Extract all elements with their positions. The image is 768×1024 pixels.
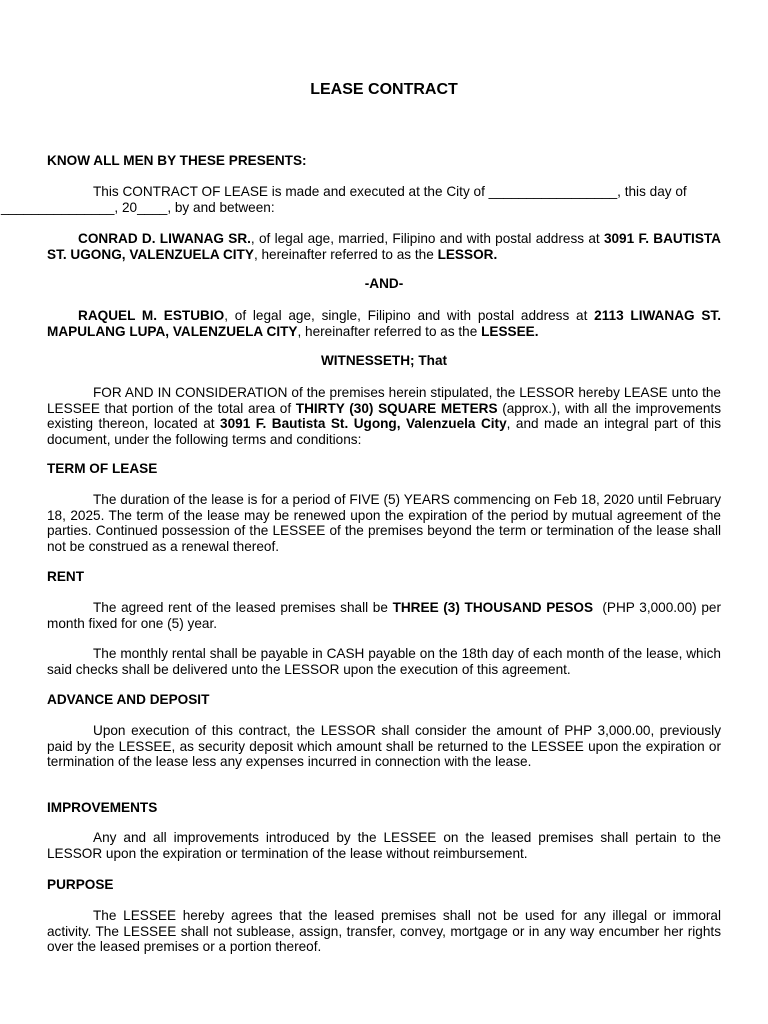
rent-text-2: (PHP 3,000.00) per month fixed for one (5) year.: [47, 600, 725, 631]
term-body: The duration of the lease is for a period of FIVE (5) YEARS commencing on Feb 18, 2020 until February 18, 2025. The term of the lease may be renewed upon the expiration of the period by mutual agreement of the parties. Continued possession of the LESSEE of the premises beyond the term or termination of the lease shall not be construed as a renewal thereof.: [47, 492, 721, 554]
witnesseth-heading: WITNESSETH; That: [320, 353, 448, 368]
consideration-text-2: (approx.), with all the improvements existing thereon, located at: [47, 400, 721, 431]
improvements-heading: IMPROVEMENTS: [47, 800, 158, 815]
lessor-name: CONRAD D. LIWANAG SR.: [78, 231, 251, 246]
intro-paragraph: [1, 184, 721, 215]
and-separator: -AND-: [364, 276, 404, 291]
lessee-name: RAQUEL M. ESTUBIO: [78, 308, 225, 323]
rent-paragraph-1: [47, 600, 725, 631]
lessor-ref: , hereinafter referred to as the: [253, 246, 438, 262]
rent-paragraph-2: The monthly rental shall be payable in CASH payable on the 18th day of each month of the lease, which said checks shall be delivered unto the LESSOR upon the execution of this agreement.: [47, 646, 721, 677]
consideration-text-1: FOR AND IN CONSIDERATION of the premises herein stipulated, the LESSOR hereby LEASE unto the LESSEE that portion of the total area of: [47, 385, 721, 416]
rent-text-1: The agreed rent of the leased premises shall be: [93, 600, 393, 615]
lessee-role: LESSEE.: [481, 323, 539, 339]
document-title: LEASE CONTRACT: [310, 81, 458, 98]
lessee-desc: , of legal age, single, Filipino and with postal address at: [224, 308, 595, 323]
purpose-body: The LESSEE hereby agrees that the leased premises shall not be used for any illegal or immoral activity. The LESSEE shall not sublease, assign, transfer, convey, mortgage or in any way encumber her rights over the leased premises or a portion thereof.: [47, 908, 721, 954]
lessor-desc: , of legal age, married, Filipino and with postal address at: [250, 231, 604, 246]
opening-heading: KNOW ALL MEN BY THESE PRESENTS:: [47, 153, 307, 168]
rent-heading: RENT: [47, 569, 85, 584]
lessor-address: 3091 F. BAUTISTA ST. UGONG, VALENZUELA CITY: [47, 231, 722, 262]
consideration-paragraph: [47, 385, 721, 447]
lessor-role: LESSOR.: [437, 246, 498, 262]
intro-line-2: _______________, 20____, by and between:: [1, 199, 275, 215]
advance-heading: ADVANCE AND DEPOSIT: [47, 692, 210, 707]
rent-amount: THREE (3) THOUSAND PESOS: [392, 600, 594, 615]
lessee-ref: , hereinafter referred to as the: [297, 323, 482, 339]
term-heading: TERM OF LEASE: [47, 461, 158, 476]
leased-area: THIRTY (30) SQUARE METERS: [295, 400, 498, 416]
improvements-body: Any and all improvements introduced by the LESSEE on the leased premises shall pertain to the LESSOR upon the expiration or termination of the lease without reimbursement.: [47, 830, 721, 861]
intro-line-1: This CONTRACT OF LEASE is made and executed at the City of _________________, this day of: [93, 184, 687, 199]
lessor-paragraph: [47, 231, 721, 262]
advance-body: Upon execution of this contract, the LESSOR shall consider the amount of PHP 3,000.00, previously paid by the LESSEE, as security deposit which amount shall be returned to the LESSEE upon the expiration or termination of the lease less any expenses incurred in connection with the lease.: [47, 723, 721, 769]
consideration-text-3: , and made an integral part of this document, under the following terms and conditions:: [47, 416, 721, 447]
lessee-address: 2113 LIWANAG ST. MAPULANG LUPA, VALENZUELA CITY: [47, 308, 721, 339]
purpose-heading: PURPOSE: [47, 877, 114, 892]
leased-location: 3091 F. Bautista St. Ugong, Valenzuela City: [220, 416, 507, 431]
lessee-paragraph: [47, 308, 721, 339]
